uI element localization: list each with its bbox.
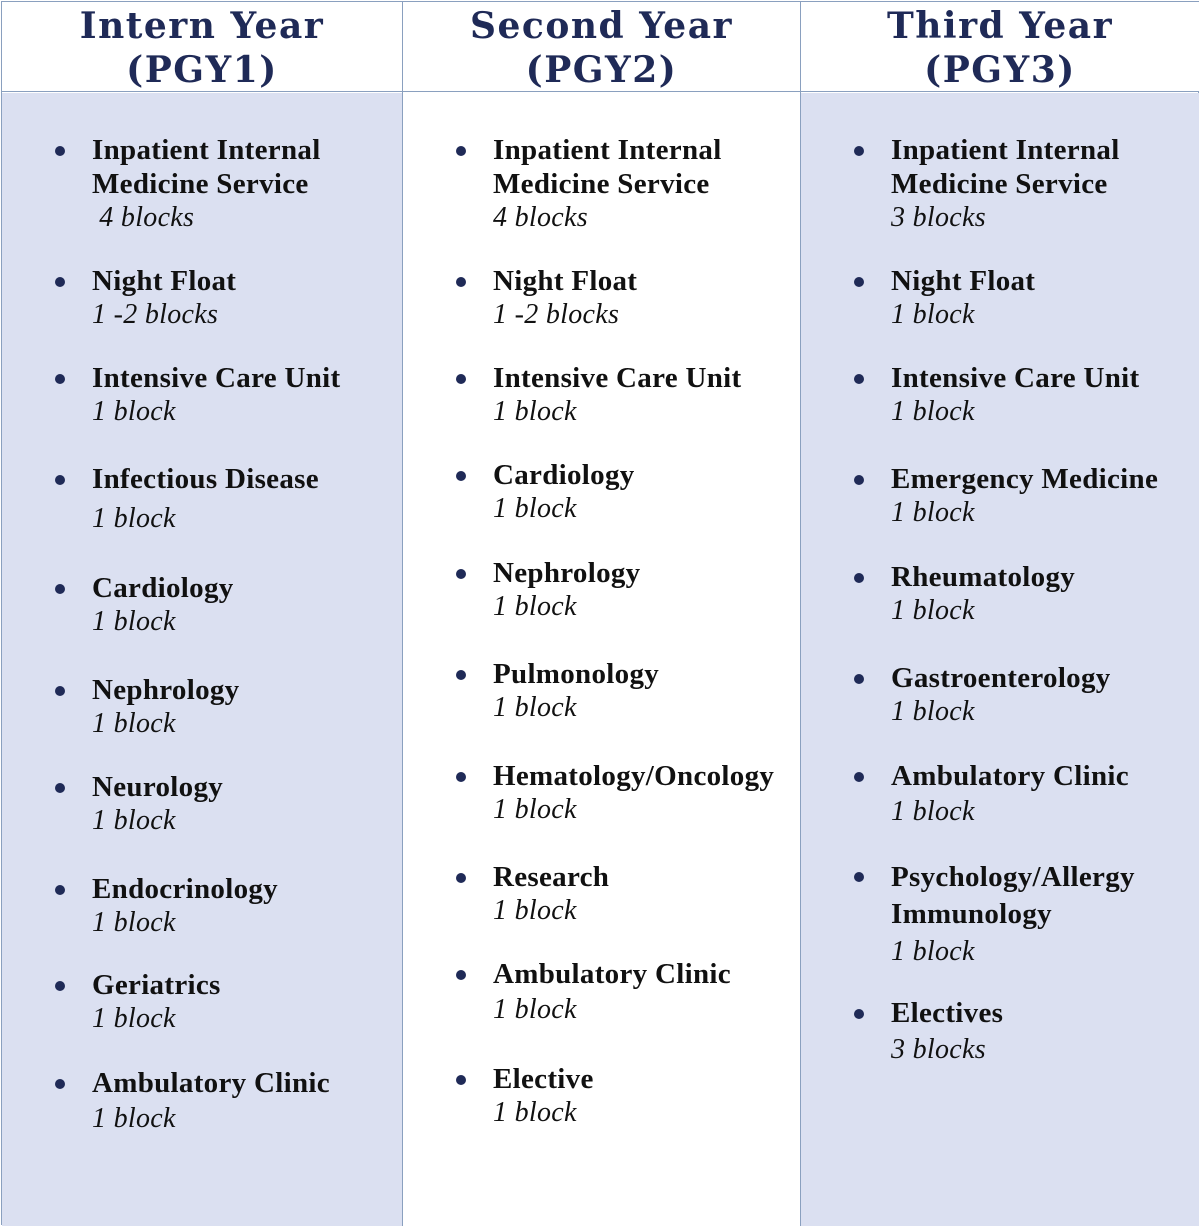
list-item bbox=[92, 264, 397, 332]
rotation-name: Endocrinology bbox=[92, 873, 278, 905]
list-item bbox=[493, 860, 798, 928]
bullet-icon bbox=[55, 146, 65, 156]
bullet-icon bbox=[456, 670, 466, 680]
bullet-icon bbox=[456, 970, 466, 980]
column-body bbox=[801, 93, 1199, 1226]
rotation-blocks: 1 block bbox=[92, 1103, 176, 1134]
rotation-blocks: 1 -2 blocks bbox=[493, 299, 620, 330]
rotation-name: Electives bbox=[891, 997, 1004, 1029]
rotation-name: Nephrology bbox=[493, 557, 641, 589]
rotation-name: Ambulatory Clinic bbox=[493, 958, 731, 990]
bullet-icon bbox=[55, 277, 65, 287]
bullet-icon bbox=[456, 471, 466, 481]
column-header bbox=[403, 2, 800, 92]
rotation-blocks: 1 block bbox=[891, 396, 975, 427]
list-item bbox=[891, 264, 1196, 332]
list-item bbox=[891, 859, 1196, 970]
rotation-name: Night Float bbox=[92, 265, 237, 297]
rotation-name: Research bbox=[493, 861, 610, 893]
column-body bbox=[403, 93, 800, 1226]
rotation-name: Cardiology bbox=[493, 459, 635, 491]
bullet-icon bbox=[854, 772, 864, 782]
list-item bbox=[493, 361, 798, 429]
rotation-name: Gastroenterology bbox=[891, 662, 1111, 694]
rotation-name: Ambulatory Clinic bbox=[891, 760, 1129, 792]
column-header bbox=[2, 2, 402, 92]
rotation-blocks: 4 blocks bbox=[493, 202, 588, 233]
rotation-table bbox=[1, 1, 1199, 1225]
list-item bbox=[92, 872, 397, 940]
rotation-blocks: 1 block bbox=[493, 994, 577, 1025]
list-item bbox=[92, 968, 397, 1036]
bullet-icon bbox=[456, 374, 466, 384]
bullet-icon bbox=[854, 374, 864, 384]
rotation-name: Emergency Medicine bbox=[891, 463, 1159, 495]
rotation-blocks: 1 block bbox=[493, 794, 577, 825]
rotation-blocks: 1 block bbox=[92, 396, 176, 427]
rotation-name: Psychology/Allergy Immunology bbox=[891, 861, 1135, 930]
rotation-name: Elective bbox=[493, 1063, 594, 1095]
rotation-name: Rheumatology bbox=[891, 561, 1076, 593]
bullet-icon bbox=[55, 374, 65, 384]
bullet-icon bbox=[854, 277, 864, 287]
bullet-icon bbox=[854, 573, 864, 583]
column-subtitle: (PGY3) bbox=[924, 49, 1076, 91]
column-second-year bbox=[402, 2, 801, 1226]
column-title: Second Year bbox=[470, 5, 733, 47]
bullet-icon bbox=[55, 1079, 65, 1089]
rotation-blocks: 1 block bbox=[891, 595, 975, 626]
rotation-blocks: 1 block bbox=[891, 299, 975, 330]
rotation-blocks: 1 block bbox=[493, 591, 577, 622]
list-item bbox=[493, 657, 798, 725]
list-item bbox=[493, 1062, 798, 1130]
rotation-blocks: 1 block bbox=[891, 936, 975, 967]
list-item bbox=[92, 770, 397, 838]
list-item bbox=[493, 133, 798, 235]
list-item bbox=[891, 133, 1196, 235]
rotation-name: Intensive Care Unit bbox=[92, 362, 341, 394]
rotation-blocks: 1 -2 blocks bbox=[92, 299, 219, 330]
list-item bbox=[493, 957, 798, 1027]
rotation-name: Inpatient Internal Medicine Service bbox=[92, 134, 321, 200]
rotation-name: Hematology/Oncology bbox=[493, 760, 775, 792]
bullet-icon bbox=[55, 584, 65, 594]
column-subtitle: (PGY2) bbox=[525, 49, 678, 91]
rotation-name: Ambulatory Clinic bbox=[92, 1067, 330, 1099]
bullet-icon bbox=[55, 783, 65, 793]
list-item bbox=[891, 661, 1196, 729]
list-item bbox=[891, 361, 1196, 429]
bullet-icon bbox=[854, 872, 864, 882]
rotation-name: Infectious Disease bbox=[92, 463, 319, 495]
rotation-name: Nephrology bbox=[92, 674, 240, 706]
bullet-icon bbox=[55, 475, 65, 485]
rotation-blocks: 1 block bbox=[891, 497, 975, 528]
rotation-blocks: 1 block bbox=[92, 1003, 176, 1034]
column-third-year bbox=[801, 2, 1199, 1226]
rotation-name: Inpatient Internal Medicine Service bbox=[891, 134, 1120, 200]
bullet-icon bbox=[456, 146, 466, 156]
rotation-blocks: 3 blocks bbox=[891, 202, 986, 233]
rotation-name: Neurology bbox=[92, 771, 224, 803]
rotation-blocks: 1 block bbox=[493, 396, 577, 427]
list-item bbox=[92, 133, 397, 235]
rotation-blocks: 1 block bbox=[891, 696, 975, 727]
rotation-name: Inpatient Internal Medicine Service bbox=[493, 134, 722, 200]
bullet-icon bbox=[854, 475, 864, 485]
rotation-blocks: 1 block bbox=[92, 503, 176, 534]
bullet-icon bbox=[854, 146, 864, 156]
bullet-icon bbox=[456, 277, 466, 287]
bullet-icon bbox=[456, 772, 466, 782]
list-item bbox=[92, 673, 397, 741]
list-item bbox=[92, 571, 397, 639]
bullet-icon bbox=[456, 873, 466, 883]
rotation-blocks: 1 block bbox=[493, 493, 577, 524]
column-header bbox=[801, 2, 1199, 92]
list-item bbox=[493, 759, 798, 827]
rotation-blocks: 1 block bbox=[493, 692, 577, 723]
list-item bbox=[891, 996, 1196, 1067]
list-item bbox=[92, 1066, 397, 1136]
list-item bbox=[493, 556, 798, 624]
rotation-name: Geriatrics bbox=[92, 969, 221, 1001]
column-body bbox=[2, 93, 402, 1226]
rotation-blocks: 1 block bbox=[493, 1097, 577, 1128]
bullet-icon bbox=[55, 981, 65, 991]
column-intern-year bbox=[2, 2, 402, 1226]
rotation-blocks: 4 blocks bbox=[92, 202, 195, 233]
list-item bbox=[891, 462, 1196, 530]
bullet-icon bbox=[854, 1009, 864, 1019]
list-item bbox=[92, 361, 397, 429]
rotation-blocks: 1 block bbox=[92, 907, 176, 938]
column-subtitle: (PGY1) bbox=[126, 49, 278, 91]
column-title: Third Year bbox=[886, 5, 1114, 47]
column-title: Intern Year bbox=[79, 5, 325, 47]
rotation-name: Night Float bbox=[891, 265, 1036, 297]
rotation-blocks: 1 block bbox=[891, 796, 975, 827]
list-item bbox=[891, 560, 1196, 628]
rotation-name: Pulmonology bbox=[493, 658, 660, 690]
rotation-blocks: 1 block bbox=[493, 895, 577, 926]
list-item bbox=[891, 759, 1196, 829]
rotation-blocks: 1 block bbox=[92, 805, 176, 836]
bullet-icon bbox=[55, 686, 65, 696]
rotation-name: Night Float bbox=[493, 265, 638, 297]
bullet-icon bbox=[456, 569, 466, 579]
rotation-name: Intensive Care Unit bbox=[891, 362, 1140, 394]
rotation-blocks: 1 block bbox=[92, 708, 176, 739]
rotation-name: Cardiology bbox=[92, 572, 234, 604]
list-item bbox=[493, 458, 798, 526]
bullet-icon bbox=[854, 674, 864, 684]
list-item bbox=[92, 462, 397, 536]
rotation-blocks: 3 blocks bbox=[891, 1034, 986, 1065]
bullet-icon bbox=[55, 885, 65, 895]
rotation-name: Intensive Care Unit bbox=[493, 362, 742, 394]
rotation-blocks: 1 block bbox=[92, 606, 176, 637]
bullet-icon bbox=[456, 1075, 466, 1085]
list-item bbox=[493, 264, 798, 332]
